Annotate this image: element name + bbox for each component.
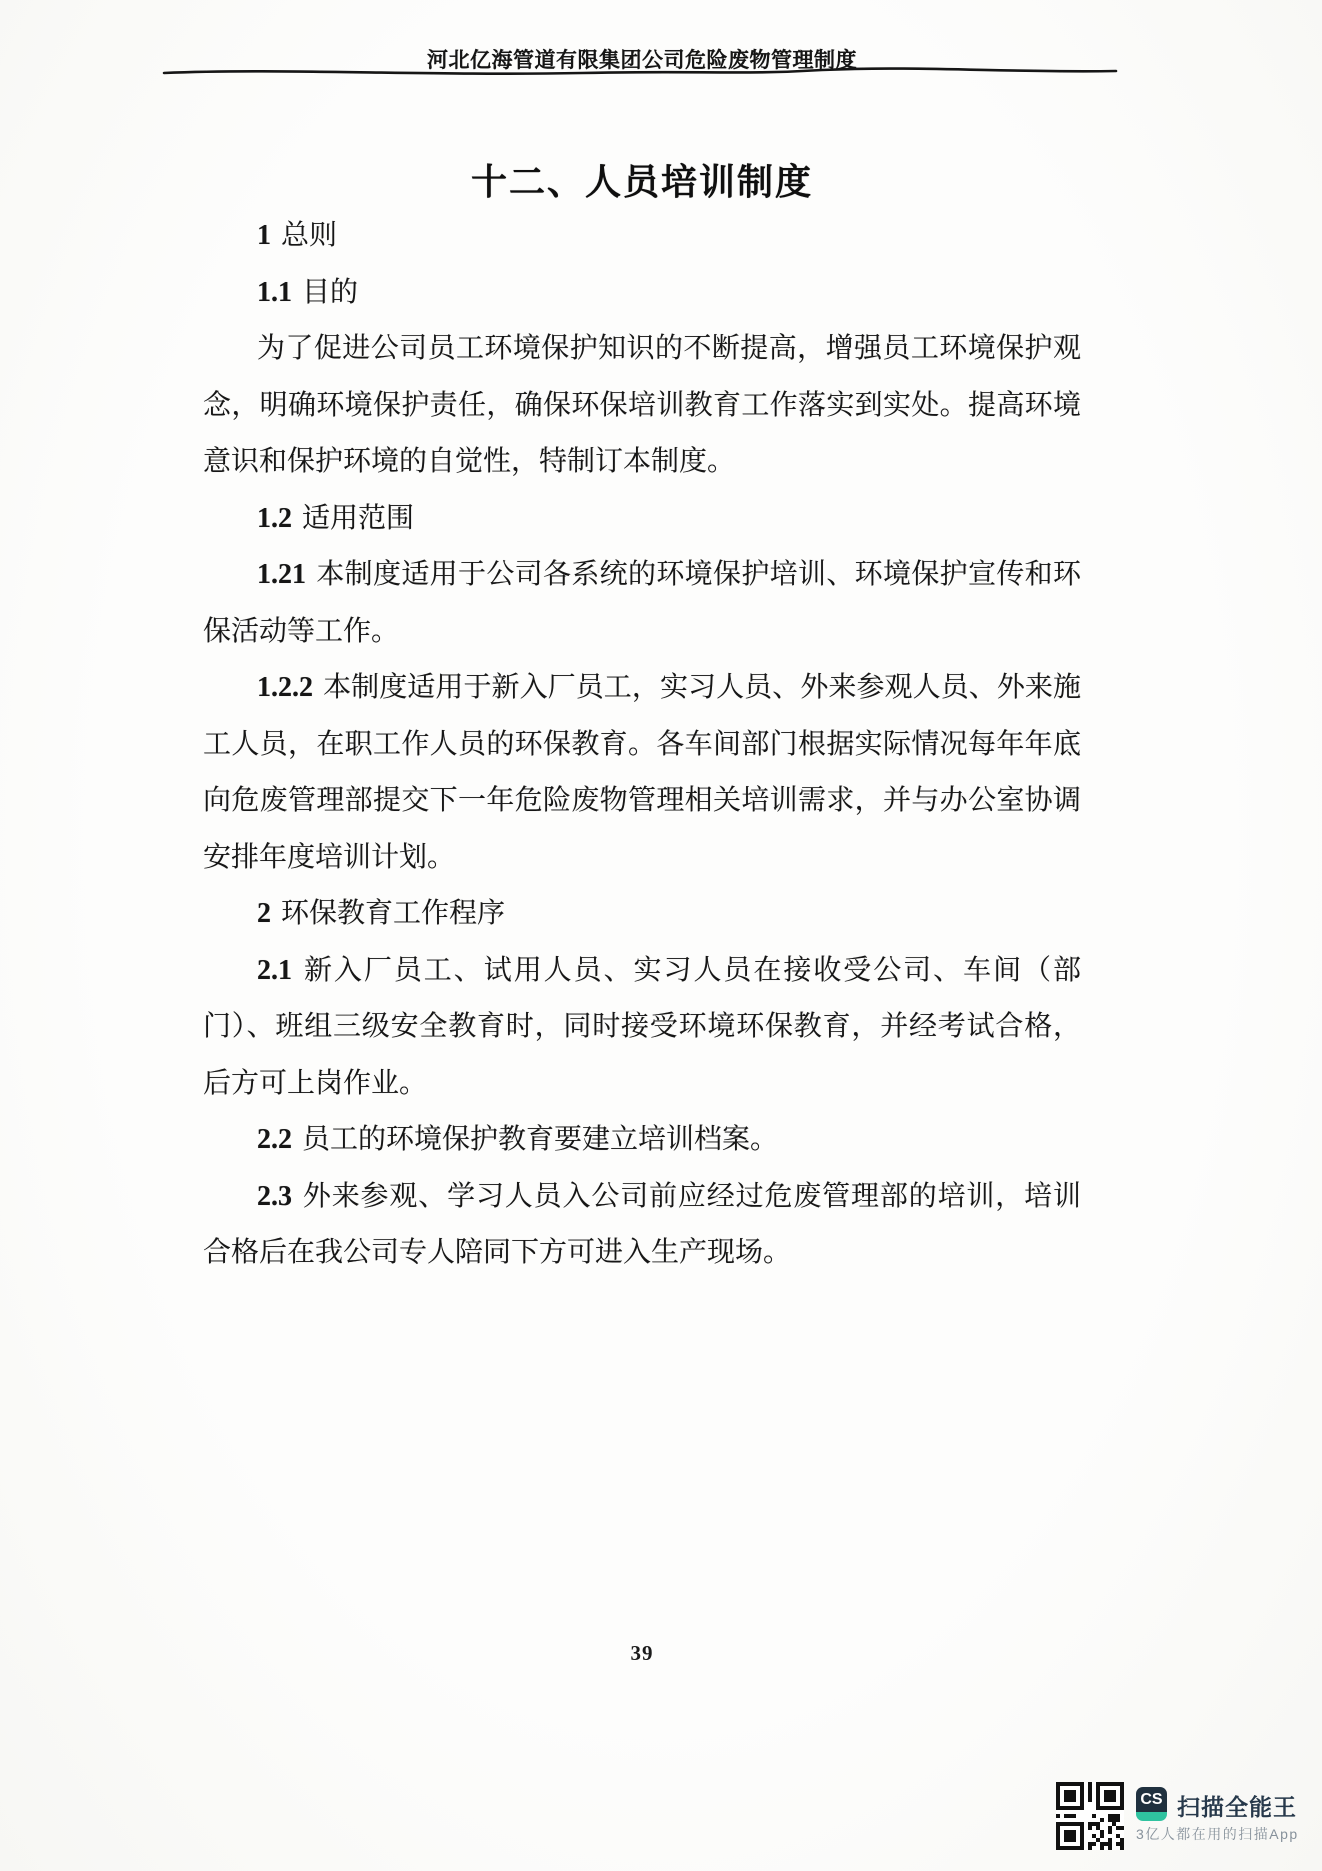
clause-text: 环保教育工作程序 <box>281 898 506 929</box>
clause-text: 适用范围 <box>302 502 415 534</box>
clause-text: 员工的环境保护教育要建立培训档案。 <box>302 1124 779 1155</box>
clause-number: 2.2 <box>257 1124 292 1155</box>
clause <box>203 1169 1081 1282</box>
camscanner-app-name: 扫描全能王 <box>1177 1794 1297 1820</box>
clause <box>203 660 1081 886</box>
clause <box>203 491 1081 548</box>
camscanner-logo-icon: CS <box>1136 1787 1167 1821</box>
clause-text: 目的 <box>302 276 359 308</box>
page-number: 39 <box>630 1641 654 1665</box>
clause <box>203 886 1081 943</box>
camscanner-qr-code-icon <box>1056 1782 1124 1850</box>
clause-number: 2.3 <box>257 1180 292 1212</box>
clause-text: 新入厂员工、试用人员、实习人员在接收受公司、车间（部门）、班组三级安全教育时，同时接受环境环保教育，并经考试合格，后方可上岗作业。 <box>203 954 1081 1099</box>
clause <box>203 321 1081 491</box>
clause-number: 1 <box>257 220 271 251</box>
clause-text: 为了促进公司员工环境保护知识的不断提高，增强员工环境保护观念，明确环境保护责任，确保环保培训教育工作落实到实处。提高环境意识和保护环境的自觉性，特制订本制度。 <box>203 333 1081 477</box>
clause-text: 本制度适用于公司各系统的环境保护培训、环境保护宣传和环保活动等工作。 <box>203 559 1081 647</box>
document-body <box>203 208 1081 1282</box>
clause-number: 1.21 <box>257 559 306 590</box>
clause <box>203 265 1081 322</box>
clause-number: 2 <box>257 898 271 929</box>
clause-text: 本制度适用于新入厂员工，实习人员、外来参观人员、外来施工人员，在职工作人员的环保教育。各车间部门根据实际情况每年年底向危废管理部提交下一年危险废物管理相关培训需求，并与办公室协调安排年度培训计划。 <box>203 672 1081 873</box>
clause <box>203 208 1081 265</box>
clause-number: 1.1 <box>257 276 292 308</box>
clause-number: 1.2.2 <box>257 672 313 703</box>
header-rule <box>162 64 1118 80</box>
clause <box>203 547 1081 660</box>
clause-number: 1.2 <box>257 502 292 534</box>
clause-text: 外来参观、学习人员入公司前应经过危废管理部的培训，培训合格后在我公司专人陪同下方可进入生产现场。 <box>203 1180 1081 1268</box>
document-header: 河北亿海管道有限集团公司危险废物管理制度 <box>427 48 857 72</box>
clause <box>203 1112 1081 1169</box>
camscanner-tagline: 3亿人都在用的扫描App <box>1136 1826 1299 1842</box>
section-title: 十二、人员培训制度 <box>470 162 813 202</box>
clause-number: 2.1 <box>257 954 292 986</box>
clause-text: 总则 <box>281 220 338 251</box>
clause <box>203 943 1081 1113</box>
